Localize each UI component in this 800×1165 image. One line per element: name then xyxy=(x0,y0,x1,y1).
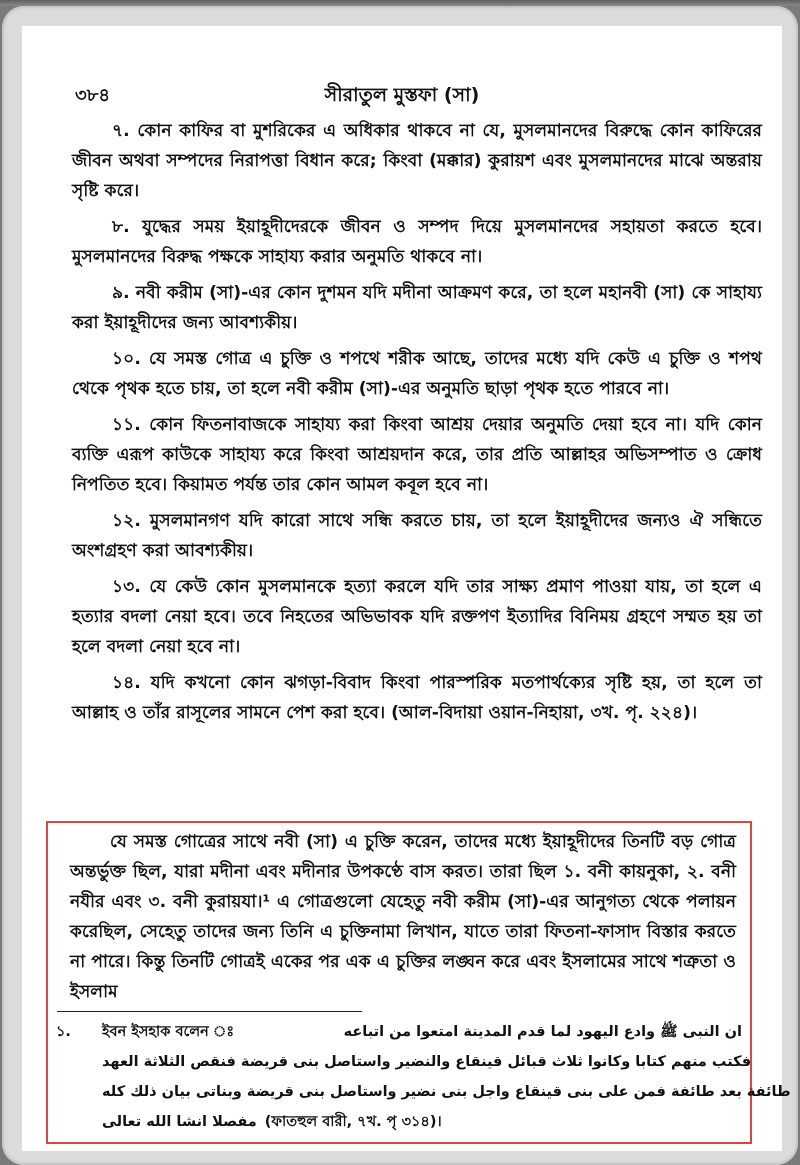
footnote-arabic: فكتب منهم كتابا وكانوا ثلاث قبائل قينقاع والنضير واستاصل بنى قريضة فنقص الثلاثة العهد xyxy=(102,1054,752,1070)
footnote-arabic: مفصلا انشا الله تعالى xyxy=(102,1114,257,1130)
footnote-line xyxy=(56,1047,752,1077)
clause-13: ১৩. যে কেউ কোন মুসলমানকে হত্যা করলে যদি তার সাক্ষ্য প্রমাণ পাওয়া যায়, তা হলে এ হত্যার বদলা নেয়া হবে। তবে নিহতের অভিভাবক যদি রক্তপণ ইত্যাদির বিনিময় গ্রহণে সম্মত হয় তা হলে বদলা নেয়া হবে না। xyxy=(72,577,762,657)
highlighted-box xyxy=(46,821,791,1144)
viewer-frame xyxy=(2,6,798,1165)
footnote xyxy=(56,1017,791,1137)
page-number: ৩৮৪ xyxy=(75,85,111,106)
footnote-separator xyxy=(57,1011,362,1012)
book-page xyxy=(22,26,791,1151)
page-header xyxy=(22,81,782,111)
clause-10: ১০. যে সমস্ত গোত্র এ চুক্তি ও শপথে শরীক আছে, তাদের মধ্যে যদি কেউ এ চুক্তি ও শপথ থেকে পৃথক হতে চায়, তা হলে নবী করীম (সা)-এর অনুমতি ছাড়া পৃথক হতে পারবে না। xyxy=(72,349,762,399)
highlighted-paragraph: যে সমস্ত গোত্রের সাথে নবী (সা) এ চুক্তি করেন, তাদের মধ্যে ইয়াহূদীদের তিনটি বড় গোত্র অন্তর্ভুক্ত ছিল, যারা মদীনা এবং মদীনার উপকণ্ঠে বাস করত। তারা ছিল ১. বনী কায়নুকা, ২. বনী নযীর এবং ৩. বনী কুরায়যা।¹ এ গোত্রগুলো যেহেতু নবী করীম (সা)-এর আনুগত্য থেকে পলায়ন করেছিল, সেহেতু তাদের জন্য তিনি এ চুক্তিনামা লিখান, যাতে তারা ফিতনা-ফাসাদ বিস্তার করতে না পারে। কিন্তু তিনটি গোত্রই একের পর এক এ চুক্তির লঙ্ঘন করে এবং ইসলামের সাথে শত্রুতা ও ইসলাম xyxy=(70,832,736,1002)
footnote-line xyxy=(56,1017,742,1047)
footnote-arabic: ان النبى ﷺ وادع اليهود لما قدم المدينة امتعوا من اتباعه xyxy=(343,1024,742,1040)
clause-14: ১৪. যদি কখনো কোন ঝগড়া-বিবাদ কিংবা পারস্পরিক মতপার্থক্যের সৃষ্টি হয়, তা হলে তা আল্লাহ ও তাঁর রাসূলের সামনে পেশ করা হবে। (আল-বিদায়া ওয়ান-নিহায়া, ৩খ. পৃ. ২২৪)। xyxy=(72,673,762,723)
main-text xyxy=(72,116,762,734)
clause-7: ৭. কোন কাফির বা মুশরিকের এ অধিকার থাকবে না যে, মুসলমানদের বিরুদ্ধে কোন কাফিরের জীবন অথবা সম্পদের নিরাপত্তা বিধান করে; কিংবা (মক্কার) কুরায়শ এবং মুসলমানদের মাঝে অন্তরায় সৃষ্টি করে। xyxy=(72,121,762,201)
clause-8: ৮. যুদ্ধের সময় ইয়াহূদীদেরকে জীবন ও সম্পদ দিয়ে মুসলমানদের সহায়তা করতে হবে। মুসলমানদের বিরুদ্ধ পক্ষকে সাহায্য করার অনুমতি থাকবে না। xyxy=(72,217,762,267)
footnote-line xyxy=(56,1077,791,1107)
footnote-bengali: ইবন ইসহাক বলেন ঃ xyxy=(102,1024,235,1040)
footnote-arabic: طائفة بعد طائفة فمن على بنى قينقاع واجل بنى نضير واستاصل بنى قريضة وبناتى بيان ذلك كله xyxy=(102,1084,791,1100)
footnote-number: ১. xyxy=(56,1024,71,1040)
clause-12: ১২. মুসলমানগণ যদি কারো সাথে সন্ধি করতে চায়, তা হলে ইয়াহূদীদের জন্যও ঐ সন্ধিতে অংশগ্রহণ করা আবশ্যকীয়। xyxy=(72,511,762,561)
footnote-citation: (ফাতহুল বারী, ৭খ. পৃ ৩১৪)। xyxy=(264,1114,442,1130)
clause-11: ১১. কোন ফিতনাবাজকে সাহায্য করা কিংবা আশ্রয় দেয়ার অনুমতি দেয়া হবে না। যদি কোন ব্যক্তি এরূপ কাউকে সাহায্য করে কিংবা আশ্রয়দান করে, তার প্রতি আল্লাহর অভিসম্পাত ও ক্রোধ নিপতিত হবে। কিয়ামত পর্যন্ত তার কোন আমল কবূল হবে না। xyxy=(72,415,762,495)
running-title: সীরাতুল মুস্তফা (সা) xyxy=(324,84,480,106)
clause-9: ৯. নবী করীম (সা)-এর কোন দুশমন যদি মদীনা আক্রমণ করে, তা হলে মহানবী (সা) কে সাহায্য করা ইয়াহূদীদের জন্য আবশ্যকীয়। xyxy=(72,283,762,333)
footnote-line xyxy=(56,1107,742,1137)
